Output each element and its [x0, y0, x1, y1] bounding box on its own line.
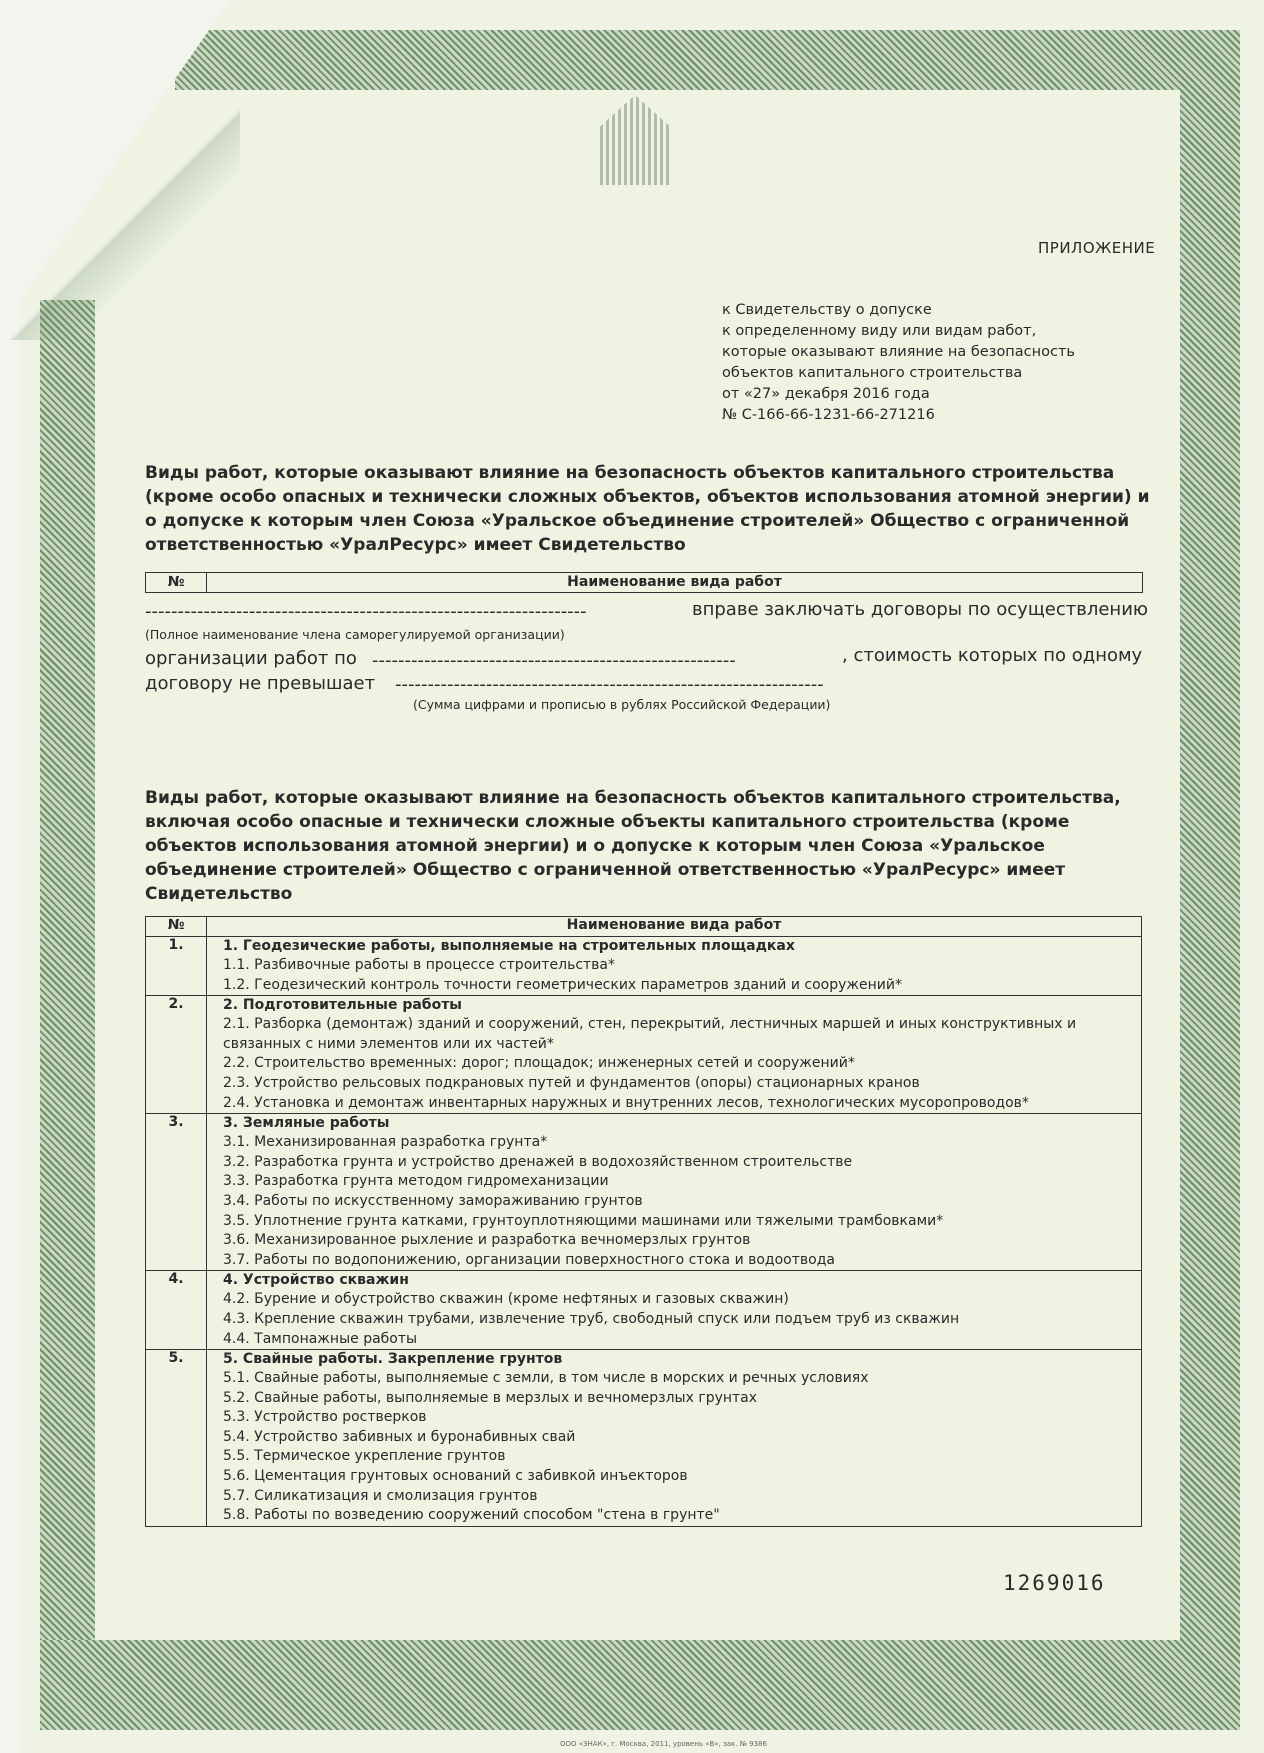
column-name: Наименование вида работ [567, 574, 782, 590]
reference-line: № С-166-66-1231-66-271216 [722, 407, 935, 423]
declaration-text: вправе заключать договоры по осуществлению [692, 599, 1149, 620]
group-number: 1. [146, 937, 207, 996]
list-item: 4.4. Тампонажные работы [223, 1330, 418, 1347]
group-title: 1. Геодезические работы, выполняемые на строительных площадках [223, 938, 795, 954]
group-number: 2. [146, 996, 207, 1114]
section1-table-header [145, 572, 1143, 593]
table-row [146, 1114, 1142, 1271]
group-title: 2. Подготовительные работы [223, 997, 462, 1014]
heading-line: включая особо опасные и технически сложные объекты капитального строительства (кроме [145, 812, 1070, 832]
list-item: связанных с ними элементов или их частей* [223, 1035, 554, 1052]
list-item: 3.7. Работы по водопонижению, организации поверхностного стока и водоотвода [223, 1251, 835, 1268]
list-item: 5.2. Свайные работы, выполняемые в мерзлых и вечномерзлых грунтах [223, 1389, 758, 1406]
list-item: 5.8. Работы по возведению сооружений способом "стена в грунте" [223, 1507, 720, 1524]
list-item: 5.3. Устройство ростверков [223, 1409, 427, 1426]
group-title: 3. Земляные работы [223, 1115, 390, 1132]
printer-imprint: ООО «ЗНАК», г. Москва, 2011, уровень «В», зак. № 9386 [560, 1740, 767, 1748]
list-item: 2.1. Разборка (демонтаж) зданий и сооружений, стен, перекрытий, лестничных маршей и иных конструктивных и [223, 1016, 1077, 1033]
list-item: 3.6. Механизированное рыхление и разработка вечномерзлых грунтов [223, 1232, 751, 1249]
list-item: 3.1. Механизированная разработка грунта* [223, 1134, 548, 1151]
list-item: 5.7. Силикатизация и смолизация грунтов [223, 1487, 538, 1504]
list-item: 5.6. Цементация грунтовых оснований с забивкой инъекторов [223, 1468, 688, 1485]
list-item: 2.3. Устройство рельсовых подкрановых путей и фундаментов (опоры) стационарных кранов [223, 1074, 920, 1091]
work-types-table [145, 916, 1142, 1527]
table-header-row [146, 917, 1142, 937]
declaration-text: организации работ по [145, 648, 357, 669]
fold-shadow [0, 0, 240, 340]
column-number: № [146, 573, 207, 592]
section1-heading [145, 461, 1157, 557]
work-type-blank: -------------------------------------------------------- [372, 650, 736, 671]
table-row [146, 937, 1142, 996]
table-row [146, 1350, 1142, 1527]
list-item: 2.2. Строительство временных: дорог; площадок; инженерных сетей и сооружений* [223, 1055, 855, 1072]
member-name-note: (Полное наименование члена саморегулируемой организации) [145, 627, 565, 642]
column-name: Наименование вида работ [207, 917, 1142, 937]
list-item: 4.3. Крепление скважин трубами, извлечение труб, свободный спуск или подъем труб из скважин [223, 1310, 960, 1327]
reference-line: которые оказывают влияние на безопасность [722, 344, 1075, 360]
amount-note: (Сумма цифрами и прописью в рублях Российской Федерации) [413, 697, 831, 712]
list-item: 3.4. Работы по искусственному замораживанию грунтов [223, 1192, 643, 1209]
amount-blank: ------------------------------------------------------------------ [395, 674, 824, 695]
list-item: 3.5. Уплотнение грунта катками, грунтоуплотняющими машинами или тяжелыми трамбовками* [223, 1212, 944, 1229]
list-item: 3.3. Разработка грунта методом гидромеханизации [223, 1173, 609, 1190]
heading-line: Свидетельство [145, 884, 293, 904]
group-number: 5. [146, 1350, 207, 1527]
serial-number: 1269016 [1003, 1571, 1106, 1595]
group-number: 4. [146, 1271, 207, 1350]
section2-heading [145, 786, 1157, 906]
group-number: 3. [146, 1114, 207, 1271]
table-row [146, 996, 1142, 1114]
list-item: 5.5. Термическое укрепление грунтов [223, 1448, 506, 1465]
list-item: 1.2. Геодезический контроль точности геометрических параметров зданий и сооружений* [223, 976, 902, 993]
heading-line: объединение строителей» Общество с ограниченной ответственностью «УралРесурс» имеет [145, 860, 1066, 880]
reference-line: к Свидетельству о допуске [722, 302, 932, 318]
member-name-blank: -------------------------------------------------------------------- [145, 601, 587, 622]
heading-line: объектов использования атомной энергии) и о допуске к которым член Союза «Уральское [145, 836, 1045, 856]
guilloche-border-left [40, 300, 95, 1690]
heading-line: (кроме особо опасных и технически сложных объектов, объектов использования атомной энергии) и [145, 487, 1150, 507]
list-item: 2.4. Установка и демонтаж инвентарных наружных и внутренних лесов, технологических мусоропроводов* [223, 1094, 1029, 1111]
list-item: 1.1. Разбивочные работы в процессе строительства* [223, 957, 616, 973]
list-item: 5.4. Устройство забивных и буронабивных свай [223, 1428, 576, 1445]
list-item: 3.2. Разработка грунта и устройство дренажей в водохозяйственном строительстве [223, 1153, 853, 1170]
group-title: 4. Устройство скважин [223, 1272, 409, 1289]
reference-line: объектов капитального строительства [722, 365, 1023, 381]
guilloche-border-bottom [40, 1640, 1240, 1730]
reference-line: к определенному виду или видам работ, [722, 323, 1037, 339]
heading-line: Виды работ, которые оказывают влияние на безопасность объектов капитального строительства, [145, 788, 1121, 808]
group-title: 5. Свайные работы. Закрепление грунтов [223, 1351, 563, 1368]
column-number: № [146, 917, 207, 937]
declaration-text: , стоимость которых по одному [842, 645, 1143, 666]
heading-line: ответственностью «УралРесурс» имеет Свидетельство [145, 535, 686, 555]
reference-line: от «27» декабря 2016 года [722, 386, 930, 402]
guilloche-border-top [175, 30, 1235, 90]
guilloche-border-right [1180, 30, 1240, 1710]
heading-line: о допуске к которым член Союза «Уральское объединение строителей» Общество с ограниченной [145, 511, 1130, 531]
heading-line: Виды работ, которые оказывают влияние на безопасность объектов капитального строительства [145, 463, 1115, 483]
appendix-title: ПРИЛОЖЕНИЕ [1038, 239, 1156, 257]
table-row [146, 1271, 1142, 1350]
list-item: 4.2. Бурение и обустройство скважин (кроме нефтяных и газовых скважин) [223, 1291, 789, 1308]
declaration-text: договору не превышает [145, 673, 376, 694]
list-item: 5.1. Свайные работы, выполняемые с земли, в том числе в морских и речных условиях [223, 1370, 869, 1387]
